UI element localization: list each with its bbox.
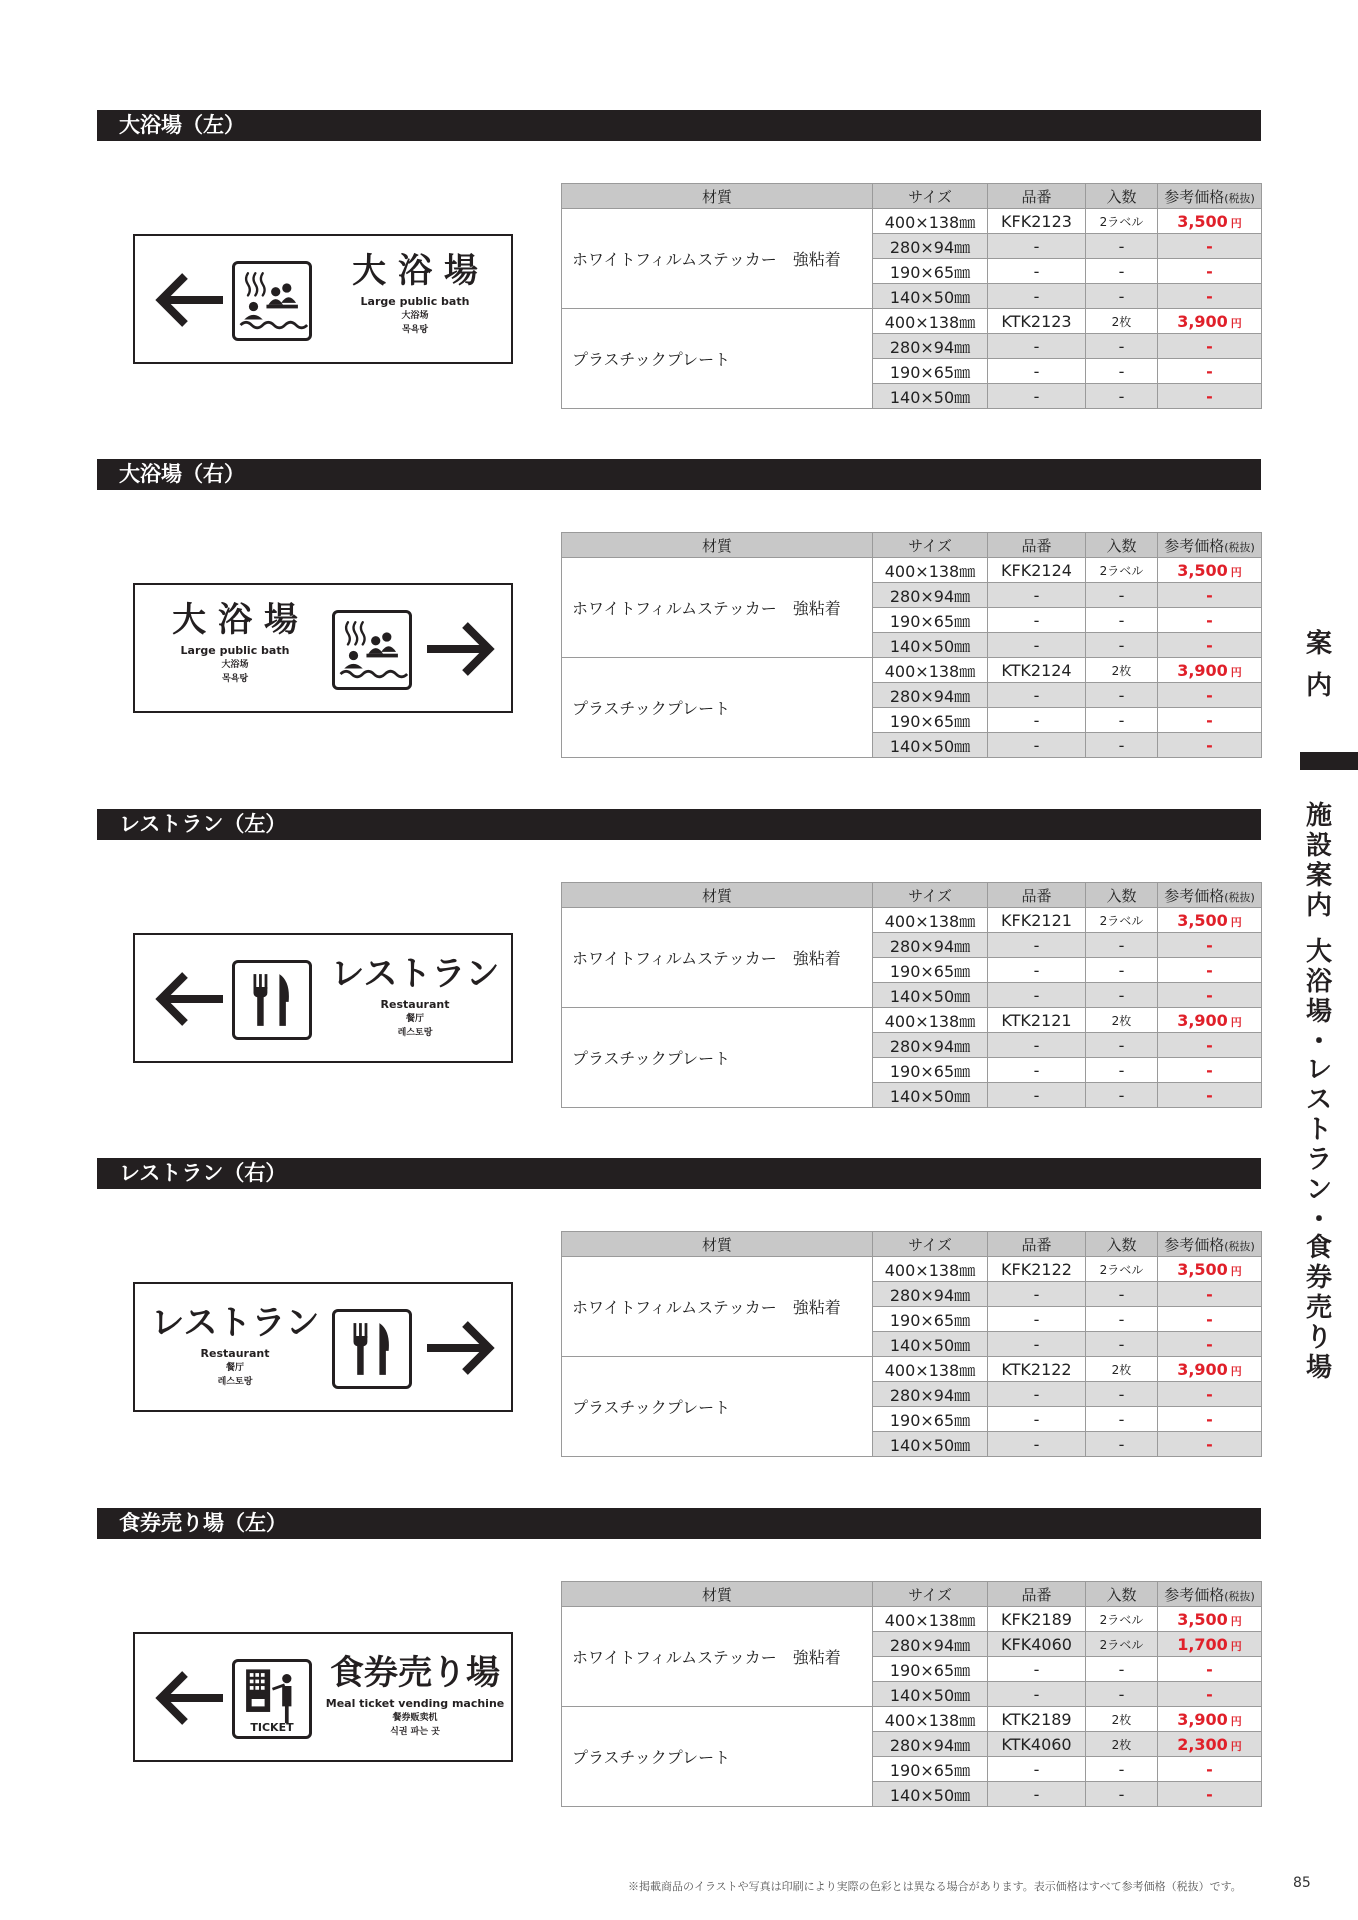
table-row [562, 309, 1262, 334]
price-table [561, 1581, 1262, 1807]
material-sticker: ホワイトフィルムステッカー 強粘着 [562, 558, 873, 658]
side-title-char: ス [1305, 1085, 1332, 1115]
code-cell: - [988, 359, 1086, 384]
size-cell: 400×138㎜ [873, 1008, 988, 1033]
material-plate: プラスチックプレート [562, 309, 873, 409]
code-cell: - [988, 1682, 1086, 1707]
size-cell: 280×94㎜ [873, 583, 988, 608]
size-cell: 140×50㎜ [873, 384, 988, 409]
size-cell: 190×65㎜ [873, 359, 988, 384]
price-cell: 3,900 円 [1158, 1008, 1262, 1033]
price-table [561, 532, 1262, 758]
side-title-char: 施 [1305, 801, 1332, 831]
table-row [562, 558, 1262, 583]
size-cell: 280×94㎜ [873, 933, 988, 958]
side-category-label [1304, 628, 1334, 702]
qty-cell: 2枚 [1086, 1732, 1158, 1757]
footnote: ※掲載商品のイラストや写真は印刷により実際の色彩とは異なる場合があります。表示価格はすべて参考価格（税抜）です。 [628, 1880, 1242, 1893]
code-cell: KTK2122 [988, 1357, 1086, 1382]
side-category-char: 内 [1305, 671, 1332, 701]
sign-chinese-text: 大浴场 [401, 311, 429, 321]
qty-cell: - [1086, 608, 1158, 633]
side-title-char [1304, 920, 1334, 936]
code-cell: - [988, 1657, 1086, 1682]
restaurant-icon [232, 960, 312, 1040]
size-cell: 190×65㎜ [873, 1657, 988, 1682]
code-cell: - [988, 1382, 1086, 1407]
price-cell: - [1158, 234, 1262, 259]
sign-chinese-text: 餐券贩卖机 [392, 1713, 438, 1723]
side-title-char: ・ [1305, 1205, 1332, 1235]
qty-cell: - [1086, 1307, 1158, 1332]
size-cell: 400×138㎜ [873, 908, 988, 933]
price-cell: - [1158, 1782, 1262, 1807]
sign-text-block [325, 251, 505, 337]
col-code: 品番 [988, 533, 1086, 558]
material-sticker: ホワイトフィルムステッカー 強粘着 [562, 1607, 873, 1707]
qty-cell: - [1086, 1782, 1158, 1807]
code-cell: KTK2121 [988, 1008, 1086, 1033]
code-cell: - [988, 1407, 1086, 1432]
col-material: 材質 [562, 883, 873, 908]
col-price: 参考価格(税抜) [1158, 883, 1262, 908]
sign-chinese-text: 餐厅 [225, 1363, 244, 1373]
size-cell: 190×65㎜ [873, 259, 988, 284]
qty-cell: - [1086, 284, 1158, 309]
sign-preview [133, 1632, 513, 1762]
sign-text-block [145, 1303, 325, 1389]
code-cell: - [988, 958, 1086, 983]
qty-cell: 2ラベル [1086, 1607, 1158, 1632]
code-cell: - [988, 1332, 1086, 1357]
side-category-char: 案 [1305, 629, 1332, 659]
size-cell: 400×138㎜ [873, 209, 988, 234]
qty-cell: - [1086, 334, 1158, 359]
qty-cell: - [1086, 234, 1158, 259]
price-cell: - [1158, 633, 1262, 658]
arrow-left-icon [153, 969, 225, 1029]
col-qty: 入数 [1086, 184, 1158, 209]
size-cell: 280×94㎜ [873, 683, 988, 708]
qty-cell: - [1086, 958, 1158, 983]
price-cell: 3,900 円 [1158, 309, 1262, 334]
side-title-char: 内 [1305, 891, 1332, 921]
qty-cell: - [1086, 1382, 1158, 1407]
price-cell: 2,300 円 [1158, 1732, 1262, 1757]
sign-english-text: Restaurant [380, 998, 450, 1011]
size-cell: 400×138㎜ [873, 1357, 988, 1382]
size-cell: 190×65㎜ [873, 708, 988, 733]
code-cell: - [988, 1307, 1086, 1332]
material-sticker: ホワイトフィルムステッカー 強粘着 [562, 908, 873, 1008]
col-material: 材質 [562, 1232, 873, 1257]
col-size: サイズ [873, 184, 988, 209]
size-cell: 400×138㎜ [873, 1257, 988, 1282]
table-row [562, 1257, 1262, 1282]
qty-cell: - [1086, 1083, 1158, 1108]
table-row [562, 1607, 1262, 1632]
price-cell: - [1158, 359, 1262, 384]
price-cell: - [1158, 259, 1262, 284]
price-cell: - [1158, 1332, 1262, 1357]
size-cell: 400×138㎜ [873, 1707, 988, 1732]
qty-cell: - [1086, 1757, 1158, 1782]
qty-cell: 2枚 [1086, 1008, 1158, 1033]
qty-cell: - [1086, 359, 1158, 384]
price-cell: - [1158, 1307, 1262, 1332]
price-cell: - [1158, 733, 1262, 758]
price-cell: - [1158, 958, 1262, 983]
table-row [562, 209, 1262, 234]
qty-cell: - [1086, 1033, 1158, 1058]
col-qty: 入数 [1086, 533, 1158, 558]
size-cell: 280×94㎜ [873, 1282, 988, 1307]
qty-cell: - [1086, 1332, 1158, 1357]
qty-cell: 2ラベル [1086, 558, 1158, 583]
qty-cell: - [1086, 1682, 1158, 1707]
section-title: 大浴場（左） [97, 110, 1261, 141]
table-header-row [562, 184, 1262, 209]
qty-cell: 2ラベル [1086, 1632, 1158, 1657]
price-cell: - [1158, 1083, 1262, 1108]
code-cell: - [988, 284, 1086, 309]
code-cell: KTK4060 [988, 1732, 1086, 1757]
side-title-char: 場 [1305, 997, 1332, 1027]
qty-cell: - [1086, 1657, 1158, 1682]
size-cell: 190×65㎜ [873, 1058, 988, 1083]
sign-korean-text: 목욕탕 [221, 674, 249, 684]
col-code: 品番 [988, 883, 1086, 908]
material-plate: プラスチックプレート [562, 1357, 873, 1457]
qty-cell: - [1086, 683, 1158, 708]
side-title-char: 場 [1305, 1353, 1332, 1383]
col-code: 品番 [988, 1232, 1086, 1257]
material-plate: プラスチックプレート [562, 658, 873, 758]
sign-english-text: Meal ticket vending machine [325, 1697, 505, 1710]
price-cell: - [1158, 708, 1262, 733]
code-cell: - [988, 983, 1086, 1008]
code-cell: KFK4060 [988, 1632, 1086, 1657]
col-size: サイズ [873, 1232, 988, 1257]
price-cell: 3,500 円 [1158, 209, 1262, 234]
size-cell: 280×94㎜ [873, 1033, 988, 1058]
price-cell: - [1158, 983, 1262, 1008]
sign-main-text: 大 浴 場 [172, 600, 298, 640]
sign-main-text: 大 浴 場 [352, 251, 478, 291]
sign-text-block [145, 600, 325, 686]
size-cell: 280×94㎜ [873, 1382, 988, 1407]
qty-cell: - [1086, 1058, 1158, 1083]
code-cell: - [988, 633, 1086, 658]
price-cell: - [1158, 933, 1262, 958]
arrow-left-icon [153, 1668, 225, 1728]
side-title-char: り [1305, 1323, 1332, 1353]
price-cell: - [1158, 583, 1262, 608]
material-sticker: ホワイトフィルムステッカー 強粘着 [562, 1257, 873, 1357]
col-material: 材質 [562, 184, 873, 209]
sign-english-text: Large public bath [180, 644, 290, 657]
qty-cell: - [1086, 983, 1158, 1008]
price-cell: - [1158, 1382, 1262, 1407]
size-cell: 140×50㎜ [873, 284, 988, 309]
code-cell: KFK2123 [988, 209, 1086, 234]
size-cell: 140×50㎜ [873, 733, 988, 758]
code-cell: - [988, 733, 1086, 758]
code-cell: - [988, 683, 1086, 708]
col-code: 品番 [988, 184, 1086, 209]
col-price: 参考価格(税抜) [1158, 1582, 1262, 1607]
code-cell: - [988, 608, 1086, 633]
table-row [562, 1008, 1262, 1033]
size-cell: 190×65㎜ [873, 1307, 988, 1332]
side-title-char: ・ [1305, 1027, 1332, 1057]
price-cell: - [1158, 1432, 1262, 1457]
sign-main-text: レストラン [150, 1303, 320, 1343]
sign-korean-text: 레스토랑 [397, 1028, 433, 1038]
side-title-char: 券 [1305, 1263, 1332, 1293]
qty-cell: - [1086, 1282, 1158, 1307]
size-cell: 140×50㎜ [873, 1083, 988, 1108]
code-cell: - [988, 583, 1086, 608]
sign-preview [133, 234, 513, 364]
col-price: 参考価格(税抜) [1158, 1232, 1262, 1257]
size-cell: 190×65㎜ [873, 608, 988, 633]
sign-main-text: 食券売り場 [330, 1653, 500, 1693]
side-title-char: ラ [1305, 1145, 1332, 1175]
size-cell: 400×138㎜ [873, 1607, 988, 1632]
size-cell: 280×94㎜ [873, 1632, 988, 1657]
col-code: 品番 [988, 1582, 1086, 1607]
sign-korean-text: 목욕탕 [401, 325, 429, 335]
size-cell: 140×50㎜ [873, 1682, 988, 1707]
price-cell: 1,700 円 [1158, 1632, 1262, 1657]
col-size: サイズ [873, 1582, 988, 1607]
qty-cell: - [1086, 259, 1158, 284]
sign-text-block [325, 954, 505, 1040]
price-cell: 3,500 円 [1158, 908, 1262, 933]
qty-cell: 2枚 [1086, 1707, 1158, 1732]
qty-cell: 2枚 [1086, 658, 1158, 683]
code-cell: KTK2124 [988, 658, 1086, 683]
side-title-char: 大 [1305, 937, 1332, 967]
side-title-char: レ [1305, 1055, 1332, 1085]
col-size: サイズ [873, 883, 988, 908]
arrow-right-icon [425, 1318, 497, 1378]
sign-chinese-text: 餐厅 [405, 1014, 424, 1024]
qty-cell: 2枚 [1086, 1357, 1158, 1382]
price-cell: - [1158, 1058, 1262, 1083]
price-table [561, 882, 1262, 1108]
sign-preview [133, 933, 513, 1063]
material-plate: プラスチックプレート [562, 1008, 873, 1108]
code-cell: KTK2123 [988, 309, 1086, 334]
section-title: 大浴場（右） [97, 459, 1261, 490]
price-table [561, 183, 1262, 409]
col-qty: 入数 [1086, 883, 1158, 908]
page-number: 85 [1293, 1875, 1311, 1891]
qty-cell: - [1086, 583, 1158, 608]
price-cell: 3,500 円 [1158, 1607, 1262, 1632]
table-row [562, 658, 1262, 683]
size-cell: 140×50㎜ [873, 1782, 988, 1807]
table-header-row [562, 533, 1262, 558]
qty-cell: 2ラベル [1086, 1257, 1158, 1282]
price-cell: - [1158, 1657, 1262, 1682]
price-cell: - [1158, 1282, 1262, 1307]
qty-cell: 2ラベル [1086, 209, 1158, 234]
qty-cell: - [1086, 1407, 1158, 1432]
ticket-label: TICKET [250, 1721, 294, 1734]
bath-icon [232, 261, 312, 341]
code-cell: - [988, 1782, 1086, 1807]
price-table [561, 1231, 1262, 1457]
price-cell: - [1158, 334, 1262, 359]
code-cell: - [988, 334, 1086, 359]
size-cell: 400×138㎜ [873, 309, 988, 334]
code-cell: - [988, 259, 1086, 284]
side-title-char: ト [1305, 1115, 1332, 1145]
sign-main-text: レストラン [330, 954, 500, 994]
code-cell: - [988, 384, 1086, 409]
material-plate: プラスチックプレート [562, 1707, 873, 1807]
table-row [562, 1357, 1262, 1382]
ticket-machine-icon [232, 1659, 312, 1739]
code-cell: - [988, 1432, 1086, 1457]
code-cell: - [988, 1033, 1086, 1058]
material-sticker: ホワイトフィルムステッカー 強粘着 [562, 209, 873, 309]
arrow-left-icon [153, 270, 225, 330]
price-cell: 3,900 円 [1158, 658, 1262, 683]
size-cell: 400×138㎜ [873, 658, 988, 683]
code-cell: - [988, 234, 1086, 259]
section-title: 食券売り場（左） [97, 1508, 1261, 1539]
table-header-row [562, 883, 1262, 908]
sign-korean-text: 식권 파는 곳 [390, 1727, 440, 1737]
code-cell: KFK2124 [988, 558, 1086, 583]
price-cell: 3,900 円 [1158, 1357, 1262, 1382]
size-cell: 140×50㎜ [873, 983, 988, 1008]
qty-cell: - [1086, 1432, 1158, 1457]
size-cell: 280×94㎜ [873, 334, 988, 359]
size-cell: 280×94㎜ [873, 1732, 988, 1757]
side-title-char: ン [1305, 1175, 1332, 1205]
qty-cell: - [1086, 633, 1158, 658]
size-cell: 190×65㎜ [873, 1757, 988, 1782]
sign-preview [133, 583, 513, 713]
col-qty: 入数 [1086, 1232, 1158, 1257]
price-cell: - [1158, 284, 1262, 309]
code-cell: KFK2121 [988, 908, 1086, 933]
code-cell: KFK2189 [988, 1607, 1086, 1632]
table-header-row [562, 1232, 1262, 1257]
price-cell: - [1158, 1033, 1262, 1058]
side-title-char: 浴 [1305, 967, 1332, 997]
section-title: レストラン（左） [97, 809, 1261, 840]
qty-cell: 2ラベル [1086, 908, 1158, 933]
qty-cell: - [1086, 384, 1158, 409]
size-cell: 140×50㎜ [873, 1332, 988, 1357]
code-cell: - [988, 1282, 1086, 1307]
sign-text-block [325, 1653, 505, 1739]
price-cell: 3,500 円 [1158, 1257, 1262, 1282]
price-cell: - [1158, 1407, 1262, 1432]
size-cell: 400×138㎜ [873, 558, 988, 583]
col-price: 参考価格(税抜) [1158, 184, 1262, 209]
size-cell: 190×65㎜ [873, 958, 988, 983]
code-cell: - [988, 1058, 1086, 1083]
price-cell: - [1158, 384, 1262, 409]
price-cell: 3,900 円 [1158, 1707, 1262, 1732]
bath-icon [332, 610, 412, 690]
col-material: 材質 [562, 1582, 873, 1607]
restaurant-icon [332, 1309, 412, 1389]
price-cell: - [1158, 1757, 1262, 1782]
qty-cell: - [1086, 708, 1158, 733]
qty-cell: - [1086, 733, 1158, 758]
col-material: 材質 [562, 533, 873, 558]
size-cell: 140×50㎜ [873, 633, 988, 658]
sign-english-text: Restaurant [200, 1347, 270, 1360]
qty-cell: - [1086, 933, 1158, 958]
code-cell: - [988, 1083, 1086, 1108]
code-cell: KTK2189 [988, 1707, 1086, 1732]
table-header-row [562, 1582, 1262, 1607]
size-cell: 280×94㎜ [873, 234, 988, 259]
code-cell: KFK2122 [988, 1257, 1086, 1282]
code-cell: - [988, 933, 1086, 958]
col-size: サイズ [873, 533, 988, 558]
size-cell: 140×50㎜ [873, 1432, 988, 1457]
table-row [562, 1707, 1262, 1732]
side-title-char: 案 [1305, 861, 1332, 891]
sign-korean-text: 레스토랑 [217, 1377, 253, 1387]
qty-cell: 2枚 [1086, 309, 1158, 334]
code-cell: - [988, 708, 1086, 733]
side-title-label [1304, 800, 1334, 1382]
col-qty: 入数 [1086, 1582, 1158, 1607]
price-cell: - [1158, 1682, 1262, 1707]
section-title: レストラン（右） [97, 1158, 1261, 1189]
sign-preview [133, 1282, 513, 1412]
code-cell: - [988, 1757, 1086, 1782]
side-title-char: 食 [1305, 1233, 1332, 1263]
col-price: 参考価格(税抜) [1158, 533, 1262, 558]
sign-english-text: Large public bath [360, 295, 470, 308]
table-row [562, 908, 1262, 933]
side-title-char: 売 [1305, 1293, 1332, 1323]
side-divider-bar [1300, 752, 1358, 770]
price-cell: 3,500 円 [1158, 558, 1262, 583]
side-title-char: 設 [1305, 831, 1332, 861]
price-cell: - [1158, 683, 1262, 708]
arrow-right-icon [425, 619, 497, 679]
size-cell: 190×65㎜ [873, 1407, 988, 1432]
sign-chinese-text: 大浴场 [221, 660, 249, 670]
price-cell: - [1158, 608, 1262, 633]
